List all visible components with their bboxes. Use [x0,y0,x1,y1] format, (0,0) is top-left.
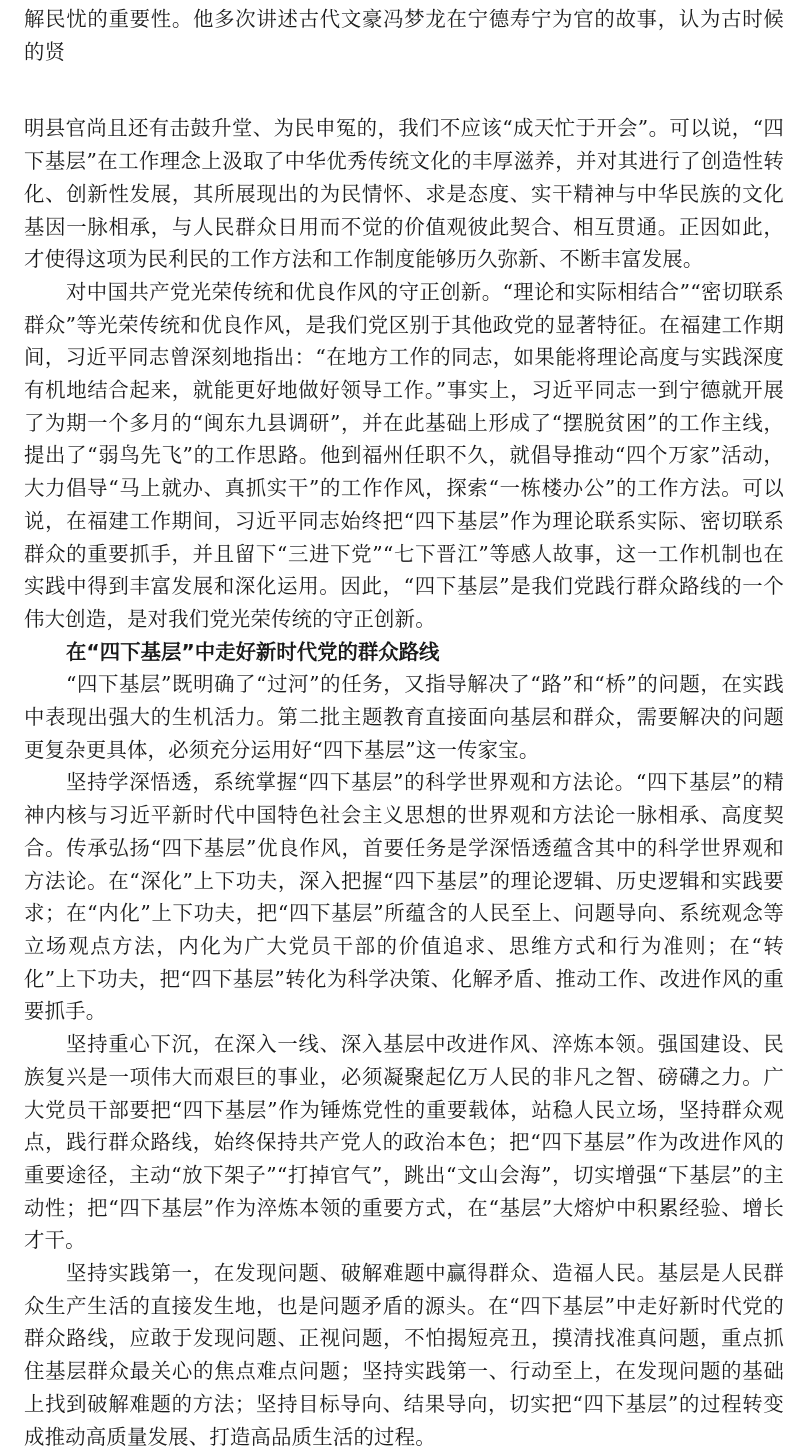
paragraph-continued-top: 解民忧的重要性。他多次讲述古代文豪冯梦龙在宁德寿宁为官的故事，认为古时候的贤 [24,7,784,64]
document-page [24,0,784,1453]
paragraph-intro: “四下基层”既明确了“过河”的任务，又指导解决了“路”和“桥”的问题，在实践中表现出强大的生机活力。第二批主题教育直接面向基层和群众，需要解决的问题更复杂更具体，必须充分运用好“四下基层”这一传家宝。 [24,672,784,762]
section-heading: 在“四下基层”中走好新时代党的群众路线 [66,639,440,664]
paragraph-grassroots: 坚持重心下沉，在深入一线、深入基层中改进作风、淬炼本领。强国建设、民族复兴是一项伟大而艰巨的事业，必须凝聚起亿万人民的非凡之智、磅礴之力。广大党员干部要把“四下基层”作为锤炼党性的重要载体，站稳人民立场，坚持群众观点，践行群众路线，始终保持共产党人的政治本色；把“四下基层”作为改进作风的重要途径，主动“放下架子”“打掉官气”，跳出“文山会海”，切实增强“下基层”的主动性；把“四下基层”作为淬炼本领的重要方式，在“基层”大熔炉中积累经验、增长才干。 [24,1032,784,1253]
page-break-gap [24,68,784,112]
paragraph-continued: 明县官尚且还有击鼓升堂、为民申冤的，我们不应该“成天忙于开会”。可以说，“四下基层”在工作理念上汲取了中华优秀传统文化的丰厚滋养，并对其进行了创造性转化、创新性发展，其所展现出的为民情怀、求是态度、实干精神与中华民族的文化基因一脉相承，与人民群众日用而不觉的价值观彼此契合、相互贯通。正因如此，才使得这项为民利民的工作方法和工作制度能够历久弥新、不断丰富发展。 [24,116,784,272]
paragraph-study: 坚持学深悟透，系统掌握“四下基层”的科学世界观和方法论。“四下基层”的精神内核与习近平新时代中国特色社会主义思想的世界观和方法论一脉相承、高度契合。传承弘扬“四下基层”优良作风，首要任务是学深悟透蕴含其中的科学世界观和方法论。在“深化”上下功夫，深入把握“四下基层”的理论逻辑、历史逻辑和实践要求；在“内化”上下功夫，把“四下基层”所蕴含的人民至上、问题导向、系统观念等立场观点方法，内化为广大党员干部的价值追求、思维方式和行为准则；在“转化”上下功夫，把“四下基层”转化为科学决策、化解矛盾、推动工作、改进作风的重要抓手。 [24,770,784,1024]
paragraph-practice: 坚持实践第一，在发现问题、破解难题中赢得群众、造福人民。基层是人民群众生产生活的直接发生地，也是问题矛盾的源头。在“四下基层”中走好新时代党的群众路线，应敢于发现问题、正视问题，不怕揭短亮丑，摸清找准真问题，重点抓住基层群众最关心的焦点难点问题；坚持实践第一、行动至上，在发现问题的基础上找到破解难题的方法；坚持目标导向、结果导向，切实把“四下基层”的过程转变成推动高质量发展、打造高品质生活的过程。 [24,1261,784,1449]
paragraph-tradition: 对中国共产党光荣传统和优良作风的守正创新。“理论和实际相结合”“密切联系群众”等光荣传统和优良作风，是我们党区别于其他政党的显著特征。在福建工作期间，习近平同志曾深刻地指出：“在地方工作的同志，如果能将理论高度与实践深度有机地结合起来，就能更好地做好领导工作。”事实上，习近平同志一到宁德就开展了为期一个多月的“闽东九县调研”，并在此基础上形成了“摆脱贫困”的工作主线，提出了“弱鸟先飞”的工作思路。他到福州任职不久，就倡导推动“四个万家”活动，大力倡导“马上就办、真抓实干”的工作作风，探索“一栋楼办公”的工作方法。可以说，在福建工作期间，习近平同志始终把“四下基层”作为理论联系实际、密切联系群众的重要抓手，并且留下“三进下党”“七下晋江”等感人故事，这一工作机制也在实践中得到丰富发展和深化运用。因此，“四下基层”是我们党践行群众路线的一个伟大创造，是对我们党光荣传统的守正创新。 [24,279,784,631]
